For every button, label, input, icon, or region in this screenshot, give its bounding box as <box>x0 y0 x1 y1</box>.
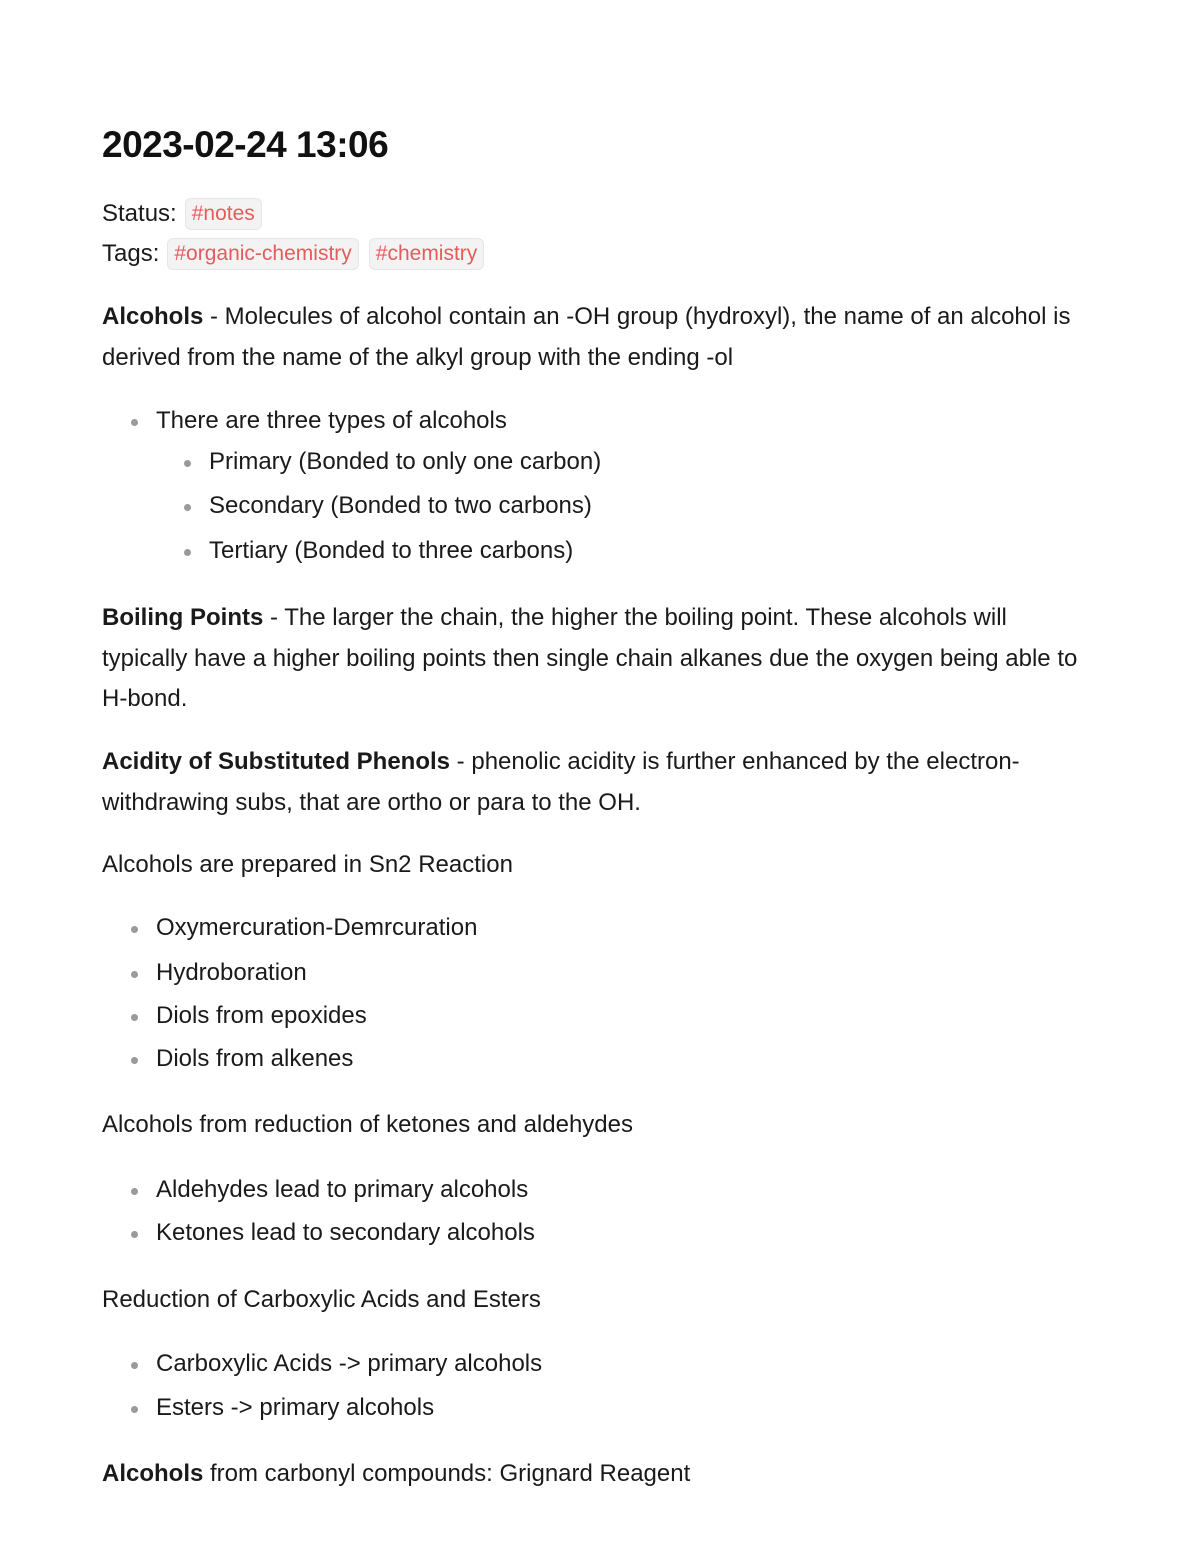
list-item: Secondary (Bonded to two carbons) <box>209 490 592 522</box>
list-item: Carboxylic Acids -> primary alcohols <box>156 1348 542 1380</box>
list-item: Ketones lead to secondary alcohols <box>156 1217 535 1249</box>
reduction-ketones-heading: Alcohols from reduction of ketones and aldehydes <box>102 1111 633 1138</box>
status-label: Status: <box>102 200 177 227</box>
carbonyl-paragraph <box>102 1454 1082 1495</box>
boiling-points-paragraph <box>102 598 1082 720</box>
list-item: Diols from epoxides <box>156 1000 367 1032</box>
tags-label: Tags: <box>102 240 160 267</box>
tag-notes[interactable]: #notes <box>185 198 262 230</box>
prepared-heading: Alcohols are prepared in Sn2 Reaction <box>102 851 513 878</box>
reduction-acids-heading: Reduction of Carboxylic Acids and Esters <box>102 1286 541 1313</box>
list-item: Hydroboration <box>156 957 307 989</box>
list-item: Aldehydes lead to primary alcohols <box>156 1174 528 1206</box>
list-item: Esters -> primary alcohols <box>156 1392 434 1424</box>
list-item: Tertiary (Bonded to three carbons) <box>209 535 573 567</box>
list-item: Oxymercuration-Demrcuration <box>156 912 477 944</box>
list-item: Primary (Bonded to only one carbon) <box>209 446 601 478</box>
carbonyl-text: from carbonyl compounds: Grignard Reagent <box>203 1460 691 1487</box>
boiling-points-term: Boiling Points <box>102 604 264 631</box>
alcohols-paragraph <box>102 297 1082 378</box>
acidity-text: - phenolic acidity is further enhanced by the electron-withdrawing subs, that are ortho or para to the OH. <box>102 748 1020 816</box>
status-line <box>102 197 262 231</box>
list-item: There are three types of alcohols <box>156 405 507 437</box>
tag-organic-chemistry[interactable]: #organic-chemistry <box>167 238 358 270</box>
page-title: 2023-02-24 13:06 <box>102 124 389 165</box>
tag-chemistry[interactable]: #chemistry <box>369 238 485 270</box>
carbonyl-term: Alcohols <box>102 1460 204 1487</box>
tags-line <box>102 237 484 271</box>
alcohols-text: - Molecules of alcohol contain an -OH group (hydroxyl), the name of an alcohol is derived from the name of the alkyl group with the ending -ol <box>102 303 1071 371</box>
alcohols-term: Alcohols <box>102 303 204 330</box>
list-item: Diols from alkenes <box>156 1043 353 1075</box>
acidity-paragraph <box>102 742 1082 823</box>
boiling-points-text: - The larger the chain, the higher the boiling point. These alcohols will typically have a higher boiling points then single chain alkanes due the oxygen being able to H-bond. <box>102 604 1078 712</box>
acidity-term: Acidity of Substituted Phenols <box>102 748 451 775</box>
